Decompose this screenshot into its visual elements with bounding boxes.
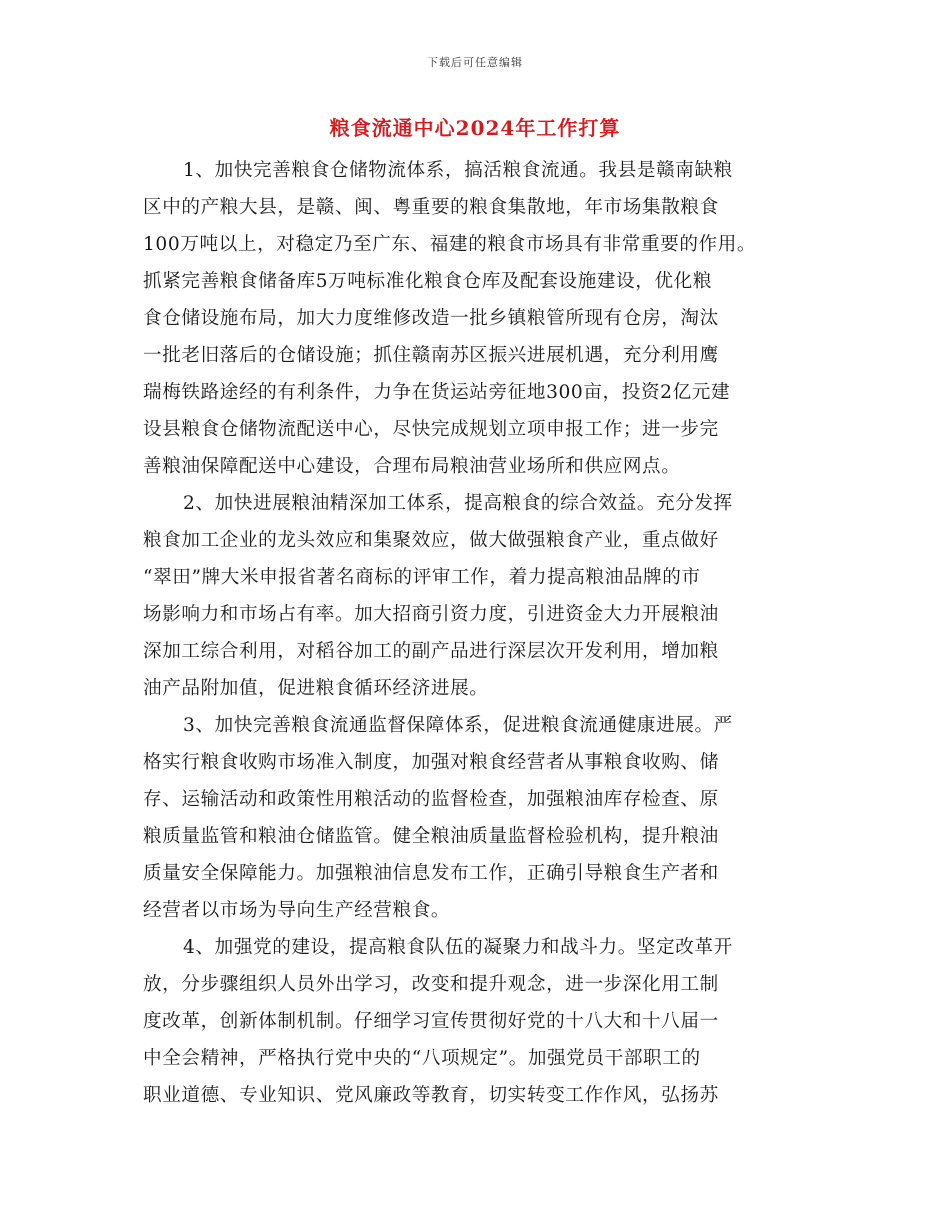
text-line: 深加工综合利用，对稻谷加工的副产品进行深层次开发利用，增加粮 bbox=[143, 641, 719, 662]
text-line: 设县粮食仓储物流配送中心，尽快完成规划立项申报工作；进一步完 bbox=[143, 419, 719, 440]
text-line: 一批老旧落后的仓储设施；抓住赣南苏区振兴进展机遇，充分利用鹰 bbox=[143, 345, 719, 366]
text-line: 2、加快进展粮油精深加工体系，提高粮食的综合效益。充分发挥 bbox=[183, 493, 733, 514]
text-line: 抓紧完善粮食储备库5万吨标准化粮食仓库及配套设施建设，优化粮 bbox=[143, 271, 713, 292]
text-line: 区中的产粮大县，是赣、闽、粤重要的粮食集散地，年市场集散粮食 bbox=[143, 197, 719, 218]
text-line: 格实行粮食收购市场准入制度，加强对粮食经营者从事粮食收购、储 bbox=[143, 752, 719, 773]
text-line: 1、加快完善粮食仓储物流体系，搞活粮食流通。我县是赣南缺粮 bbox=[183, 160, 733, 181]
text-line: 善粮油保障配送中心建设，合理布局粮油营业场所和供应网点。 bbox=[143, 456, 681, 477]
header-note: 下载后可任意编辑 bbox=[427, 56, 523, 69]
document-body bbox=[143, 152, 823, 1114]
text-line: 瑞梅铁路途经的有利条件，力争在货运站旁征地300亩，投资2亿元建 bbox=[143, 382, 731, 403]
document-title: 粮食流通中心2024年工作打算 bbox=[329, 116, 621, 140]
text-line: 100万吨以上，对稳定乃至广东、福建的粮食市场具有非常重要的作用。 bbox=[143, 234, 757, 255]
text-line: 放，分步骤组织人员外出学习，改变和提升观念，进一步深化用工制 bbox=[143, 974, 719, 995]
text-line: “翠田”牌大米申报省著名商标的评审工作，着力提高粮油品牌的市 bbox=[143, 567, 701, 588]
text-line: 场影响力和市场占有率。加大招商引资力度，引进资金大力开展粮油 bbox=[143, 604, 719, 625]
text-line: 中全会精神，严格执行党中央的“八项规定”。加强党员干部职工的 bbox=[143, 1048, 701, 1069]
text-line: 职业道德、专业知识、党风廉政等教育，切实转变工作作风，弘扬苏 bbox=[143, 1085, 719, 1106]
text-line: 3、加快完善粮食流通监督保障体系，促进粮食流通健康进展。严 bbox=[183, 715, 733, 736]
text-line: 粮质量监管和粮油仓储监管。健全粮油质量监督检验机构，提升粮油 bbox=[143, 826, 719, 847]
text-line: 油产品附加值，促进粮食循环经济进展。 bbox=[143, 678, 489, 699]
text-line: 粮食加工企业的龙头效应和集聚效应，做大做强粮食产业，重点做好 bbox=[143, 530, 719, 551]
text-line: 4、加强党的建设，提高粮食队伍的凝聚力和战斗力。坚定改革开 bbox=[183, 937, 733, 958]
text-line: 食仓储设施布局，加大力度维修改造一批乡镇粮管所现有仓房，淘汰 bbox=[143, 308, 719, 329]
text-line: 度改革，创新体制机制。仔细学习宣传贯彻好党的十八大和十八届一 bbox=[143, 1011, 719, 1032]
text-line: 存、运输活动和政策性用粮活动的监督检查，加强粮油库存检查、原 bbox=[143, 789, 719, 810]
text-line: 经营者以市场为导向生产经营粮食。 bbox=[143, 900, 451, 921]
text-line: 质量安全保障能力。加强粮油信息发布工作，正确引导粮食生产者和 bbox=[143, 863, 719, 884]
